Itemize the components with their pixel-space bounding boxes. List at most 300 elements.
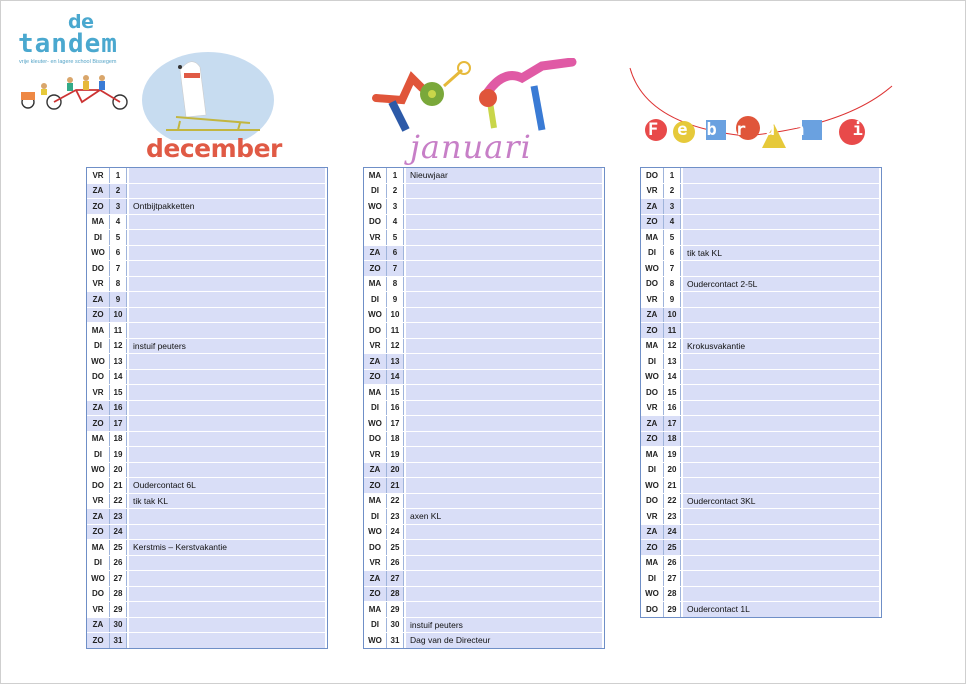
day-event (683, 509, 879, 524)
day-number: 11 (110, 323, 127, 338)
day-of-week: WO (87, 571, 110, 586)
day-row (87, 587, 327, 603)
day-number: 26 (664, 556, 681, 571)
day-of-week: DI (364, 184, 387, 199)
day-event: instuif peuters (406, 618, 602, 633)
day-event (129, 261, 325, 276)
day-of-week: VR (87, 168, 110, 183)
day-row (641, 354, 881, 370)
day-event: Kerstmis – Kerstvakantie (129, 540, 325, 555)
day-number: 15 (110, 385, 127, 400)
day-row (364, 370, 604, 386)
day-of-week: DO (641, 277, 664, 292)
day-of-week: WO (641, 370, 664, 385)
day-number: 17 (110, 416, 127, 431)
day-row (364, 478, 604, 494)
day-number: 13 (110, 354, 127, 369)
day-row (364, 385, 604, 401)
day-of-week: WO (364, 308, 387, 323)
day-row (364, 246, 604, 262)
day-number: 7 (387, 261, 404, 276)
day-row (364, 277, 604, 293)
day-of-week: WO (641, 261, 664, 276)
day-event (129, 416, 325, 431)
day-number: 14 (387, 370, 404, 385)
day-of-week: WO (87, 354, 110, 369)
day-event (683, 416, 879, 431)
day-of-week: VR (87, 277, 110, 292)
month-title-december: december (146, 134, 282, 163)
day-number: 6 (110, 246, 127, 261)
day-of-week: ZA (641, 199, 664, 214)
day-event: Nieuwjaar (406, 168, 602, 183)
day-number: 6 (664, 246, 681, 261)
day-number: 2 (664, 184, 681, 199)
day-event (683, 540, 879, 555)
day-of-week: MA (87, 432, 110, 447)
day-event (683, 478, 879, 493)
day-of-week: WO (641, 587, 664, 602)
day-number: 18 (387, 432, 404, 447)
day-row (87, 432, 327, 448)
day-number: 11 (664, 323, 681, 338)
day-row (641, 556, 881, 572)
day-event (683, 261, 879, 276)
day-of-week: DO (641, 602, 664, 617)
day-number: 3 (664, 199, 681, 214)
day-of-week: DI (641, 354, 664, 369)
day-of-week: ZA (364, 571, 387, 586)
februari-garland (626, 66, 896, 156)
day-event (683, 230, 879, 245)
day-of-week: MA (641, 447, 664, 462)
day-of-week: DO (641, 385, 664, 400)
day-number: 23 (110, 509, 127, 524)
day-row (364, 463, 604, 479)
day-number: 12 (110, 339, 127, 354)
day-of-week: MA (364, 277, 387, 292)
day-event (129, 292, 325, 307)
day-row (87, 215, 327, 231)
day-event (406, 199, 602, 214)
day-row (87, 478, 327, 494)
day-of-week: MA (87, 323, 110, 338)
logo-de: de (68, 11, 94, 33)
day-number: 11 (387, 323, 404, 338)
day-event (683, 323, 879, 338)
day-event (406, 261, 602, 276)
day-event (683, 571, 879, 586)
day-number: 6 (387, 246, 404, 261)
day-of-week: ZO (641, 540, 664, 555)
day-event (129, 277, 325, 292)
day-event (683, 556, 879, 571)
day-row (641, 246, 881, 262)
month-table-februari (640, 167, 882, 618)
day-row (364, 339, 604, 355)
day-of-week: WO (364, 525, 387, 540)
day-event: tik tak KL (683, 246, 879, 261)
day-of-week: ZO (364, 370, 387, 385)
day-number: 3 (387, 199, 404, 214)
day-of-week: DI (641, 246, 664, 261)
day-event (406, 463, 602, 478)
day-number: 13 (664, 354, 681, 369)
day-event (129, 323, 325, 338)
day-row (364, 168, 604, 184)
day-of-week: ZA (87, 292, 110, 307)
day-number: 24 (664, 525, 681, 540)
day-event (129, 618, 325, 633)
day-row (641, 525, 881, 541)
day-event (683, 401, 879, 416)
day-of-week: DO (364, 432, 387, 447)
day-number: 20 (387, 463, 404, 478)
day-row (641, 494, 881, 510)
day-of-week: VR (364, 230, 387, 245)
day-event (406, 540, 602, 555)
day-of-week: VR (641, 184, 664, 199)
day-event (406, 323, 602, 338)
day-of-week: DO (87, 587, 110, 602)
day-row (641, 261, 881, 277)
day-event (406, 277, 602, 292)
day-number: 5 (387, 230, 404, 245)
day-number: 23 (387, 509, 404, 524)
day-event (683, 385, 879, 400)
day-number: 14 (664, 370, 681, 385)
day-event (406, 416, 602, 431)
day-number: 16 (664, 401, 681, 416)
day-number: 23 (664, 509, 681, 524)
day-row (87, 323, 327, 339)
day-event (406, 494, 602, 509)
day-number: 12 (664, 339, 681, 354)
day-row (641, 277, 881, 293)
day-row (364, 199, 604, 215)
day-event (129, 308, 325, 323)
day-number: 10 (387, 308, 404, 323)
day-row (641, 571, 881, 587)
day-number: 30 (110, 618, 127, 633)
day-event (129, 385, 325, 400)
day-row (87, 602, 327, 618)
day-number: 2 (387, 184, 404, 199)
day-row (87, 230, 327, 246)
day-number: 31 (110, 633, 127, 648)
day-row (87, 261, 327, 277)
day-number: 8 (387, 277, 404, 292)
day-row (364, 587, 604, 603)
day-event (683, 354, 879, 369)
day-row (641, 385, 881, 401)
day-row (641, 323, 881, 339)
day-of-week: MA (641, 230, 664, 245)
day-number: 26 (110, 556, 127, 571)
day-number: 21 (387, 478, 404, 493)
day-event (406, 432, 602, 447)
day-row (87, 199, 327, 215)
day-row (87, 447, 327, 463)
day-event (406, 354, 602, 369)
day-of-week: DO (87, 478, 110, 493)
day-row (364, 184, 604, 200)
day-of-week: WO (364, 416, 387, 431)
day-of-week: ZO (641, 323, 664, 338)
day-row (87, 292, 327, 308)
day-of-week: DO (364, 540, 387, 555)
day-row (87, 494, 327, 510)
day-of-week: VR (87, 602, 110, 617)
day-of-week: ZA (364, 463, 387, 478)
day-row (364, 556, 604, 572)
day-row (641, 540, 881, 556)
day-number: 24 (387, 525, 404, 540)
day-event: Krokusvakantie (683, 339, 879, 354)
day-event (129, 184, 325, 199)
day-number: 20 (110, 463, 127, 478)
day-number: 25 (110, 540, 127, 555)
day-row (364, 261, 604, 277)
day-event (129, 215, 325, 230)
day-of-week: ZO (364, 478, 387, 493)
day-number: 3 (110, 199, 127, 214)
day-event (129, 447, 325, 462)
day-of-week: ZA (641, 308, 664, 323)
day-of-week: ZA (641, 525, 664, 540)
day-row (87, 246, 327, 262)
day-event (129, 432, 325, 447)
day-event (406, 292, 602, 307)
day-row (87, 571, 327, 587)
day-row (87, 556, 327, 572)
day-number: 16 (387, 401, 404, 416)
day-of-week: VR (364, 447, 387, 462)
day-of-week: ZA (87, 509, 110, 524)
day-event (683, 168, 879, 183)
day-event (406, 184, 602, 199)
day-event (129, 587, 325, 602)
day-row (87, 401, 327, 417)
day-of-week: DO (641, 494, 664, 509)
day-of-week: DI (641, 463, 664, 478)
day-event (406, 230, 602, 245)
day-number: 18 (110, 432, 127, 447)
day-event (129, 370, 325, 385)
day-of-week: ZA (87, 184, 110, 199)
day-of-week: DI (87, 556, 110, 571)
day-row (87, 308, 327, 324)
day-event (129, 401, 325, 416)
month-title-februari: Februari (648, 120, 882, 140)
day-event (683, 184, 879, 199)
day-row (641, 339, 881, 355)
day-event (406, 401, 602, 416)
day-number: 29 (387, 602, 404, 617)
day-row (364, 323, 604, 339)
day-row (87, 339, 327, 355)
day-event (406, 525, 602, 540)
day-event (683, 587, 879, 602)
day-row (364, 308, 604, 324)
day-of-week: VR (641, 509, 664, 524)
day-number: 29 (110, 602, 127, 617)
day-number: 15 (387, 385, 404, 400)
day-of-week: VR (641, 401, 664, 416)
day-number: 27 (387, 571, 404, 586)
day-event (406, 246, 602, 261)
day-row (364, 354, 604, 370)
day-row (87, 370, 327, 386)
day-of-week: ZO (364, 261, 387, 276)
day-event (683, 292, 879, 307)
day-event (129, 556, 325, 571)
day-event (406, 308, 602, 323)
day-row (87, 463, 327, 479)
day-of-week: DI (364, 292, 387, 307)
day-of-week: DI (364, 401, 387, 416)
month-table-januari (363, 167, 605, 649)
day-row (87, 633, 327, 648)
day-row (87, 618, 327, 634)
day-row (641, 230, 881, 246)
day-number: 9 (387, 292, 404, 307)
day-of-week: ZO (87, 308, 110, 323)
day-row (364, 602, 604, 618)
day-row (364, 292, 604, 308)
day-row (641, 416, 881, 432)
day-number: 24 (110, 525, 127, 540)
day-of-week: WO (87, 463, 110, 478)
day-number: 5 (110, 230, 127, 245)
day-number: 8 (110, 277, 127, 292)
day-row (641, 447, 881, 463)
day-number: 4 (664, 215, 681, 230)
day-event (406, 571, 602, 586)
day-row (641, 602, 881, 617)
day-number: 16 (110, 401, 127, 416)
day-of-week: DI (87, 230, 110, 245)
day-event: Oudercontact 6L (129, 478, 325, 493)
day-number: 21 (664, 478, 681, 493)
day-number: 9 (664, 292, 681, 307)
day-of-week: ZO (87, 416, 110, 431)
day-event (683, 432, 879, 447)
day-number: 8 (664, 277, 681, 292)
day-number: 20 (664, 463, 681, 478)
day-event (683, 370, 879, 385)
day-row (87, 540, 327, 556)
day-number: 31 (387, 633, 404, 648)
day-row (364, 509, 604, 525)
day-row (364, 215, 604, 231)
day-number: 19 (110, 447, 127, 462)
day-number: 28 (110, 587, 127, 602)
day-of-week: ZO (641, 215, 664, 230)
day-of-week: DI (87, 339, 110, 354)
day-of-week: DO (364, 323, 387, 338)
day-of-week: MA (87, 215, 110, 230)
day-of-week: DI (364, 509, 387, 524)
day-row (87, 184, 327, 200)
day-number: 22 (110, 494, 127, 509)
day-number: 12 (387, 339, 404, 354)
day-event (129, 463, 325, 478)
day-event (129, 509, 325, 524)
day-row (364, 416, 604, 432)
day-of-week: ZO (87, 633, 110, 648)
day-number: 2 (110, 184, 127, 199)
day-of-week: ZA (364, 354, 387, 369)
day-event (406, 447, 602, 462)
day-of-week: VR (641, 292, 664, 307)
day-event (406, 385, 602, 400)
day-number: 1 (110, 168, 127, 183)
day-of-week: DO (87, 370, 110, 385)
day-number: 19 (387, 447, 404, 462)
day-of-week: WO (641, 478, 664, 493)
januari-illustration (372, 58, 602, 138)
day-row (641, 478, 881, 494)
day-event (406, 370, 602, 385)
day-number: 27 (664, 571, 681, 586)
day-number: 26 (387, 556, 404, 571)
day-of-week: WO (364, 199, 387, 214)
day-event (406, 215, 602, 230)
day-of-week: ZO (87, 199, 110, 214)
day-event (406, 478, 602, 493)
day-number: 10 (110, 308, 127, 323)
day-of-week: ZA (87, 618, 110, 633)
logo-subtitle: vrije kleuter- en lagere school Bissegem (19, 59, 117, 65)
day-row (641, 432, 881, 448)
day-row (87, 354, 327, 370)
day-of-week: DI (87, 447, 110, 462)
day-event (129, 168, 325, 183)
day-row (364, 494, 604, 510)
day-row (87, 385, 327, 401)
day-number: 1 (387, 168, 404, 183)
day-number: 1 (664, 168, 681, 183)
day-event (129, 602, 325, 617)
day-number: 10 (664, 308, 681, 323)
day-event (683, 463, 879, 478)
day-of-week: WO (87, 246, 110, 261)
day-event (406, 602, 602, 617)
day-of-week: MA (641, 556, 664, 571)
day-event (406, 339, 602, 354)
day-of-week: MA (364, 385, 387, 400)
day-event: Oudercontact 2-5L (683, 277, 879, 292)
month-title-januari: januari (410, 128, 532, 166)
day-of-week: MA (641, 339, 664, 354)
day-of-week: ZO (364, 587, 387, 602)
day-of-week: ZO (87, 525, 110, 540)
day-row (641, 370, 881, 386)
day-number: 17 (664, 416, 681, 431)
day-of-week: WO (364, 633, 387, 648)
day-of-week: DO (87, 261, 110, 276)
school-logo (16, 12, 141, 112)
day-row (641, 509, 881, 525)
day-event (683, 308, 879, 323)
day-row (641, 292, 881, 308)
day-row (641, 401, 881, 417)
day-row (364, 525, 604, 541)
day-event (129, 246, 325, 261)
day-number: 27 (110, 571, 127, 586)
day-number: 9 (110, 292, 127, 307)
